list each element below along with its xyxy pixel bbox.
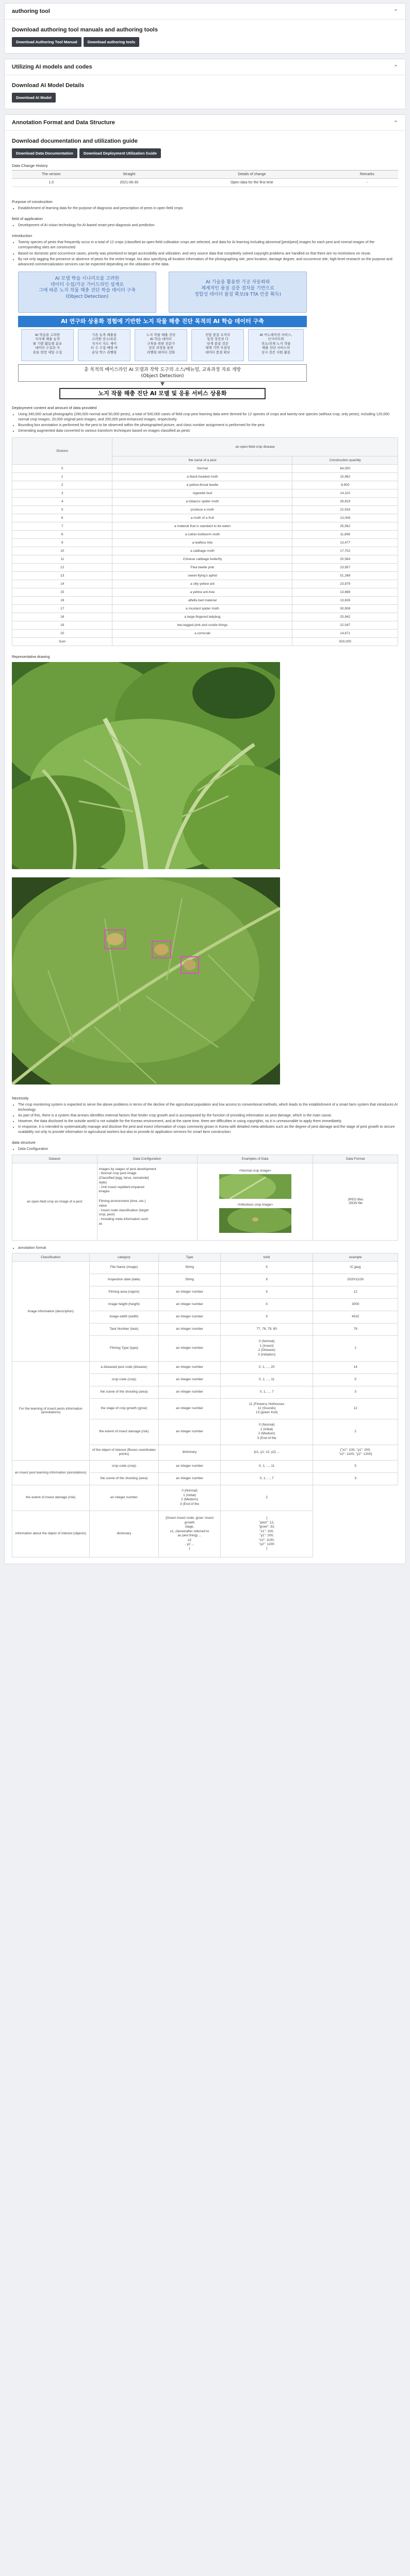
table-header: Type (159, 1253, 221, 1261)
table-cell: image width (width) (89, 1311, 159, 1323)
table-row (12, 489, 398, 497)
table-cell: 2 (313, 1419, 398, 1445)
table-cell: 13,008 (292, 514, 398, 522)
table-cell: 78 (313, 1323, 398, 1335)
table-cell: 14,102 (292, 489, 398, 497)
diagram-cell: 전담 품질 조직의 일정 검증과 다 단계 품질 검증 체계 기반 무결성 데이터 품질 확보 (191, 329, 244, 361)
necessity-title: Necessity (12, 1095, 29, 1100)
diagram-box-left: AI 모델 학습 시나리오를 고려한 데이터 수집/가공 가이드라인 설계로 그에 따른 노지 작물 해충 진단 학습 데이터 구축 (Object Detection) (18, 272, 156, 313)
list-item: • Based on domestic pest occurrence cases, priority was prioritized to target accessibility and utilization, and very source data that completely solved copyright problems are handled so that there are no restrictions on reuse. (18, 251, 398, 257)
table-cell: dictionary (89, 1511, 159, 1557)
purpose-title: Purpose of construction (12, 199, 53, 204)
table-cell: the extent of insect damage (risk) (89, 1419, 159, 1445)
table-cell: JPEG files JSON file (313, 1163, 398, 1240)
documentation-heading: Download documentation and utilization guide (12, 138, 138, 144)
table-cell: of the object of interest (Boxes coordinates points) (89, 1445, 159, 1460)
table-cell: 3 (313, 1386, 398, 1398)
table-cell: String (159, 1274, 221, 1286)
table-cell: an integer number (159, 1472, 221, 1485)
change-history-table (12, 170, 398, 187)
table-cell: 20,564 (292, 555, 398, 563)
table-cell: Inspection date (date) (89, 1274, 159, 1286)
list-item: • However, the data disclosed to the outside world is not suitable for the Korean environment, and at the same time, there are difficulties in using copyrights, so it is unreasonable to apply them immediately. (18, 1119, 398, 1124)
list-item: • In response, it is intended to systematically manage and disclose the pest and insect information of crops commonly grown in Korea with detailed meta-attributes such as the degree of pest damage and the stage of pest growth to secure scalability not only to provide information to agricultural workers but also to provide AI application services for smart farm construction. (18, 1125, 398, 1135)
table-row (12, 514, 398, 522)
list-item: • Using 340,000 actual photographs (290,000 normal and 50,000 pests), a total of 500,000 cases of field crop pest learning data were derived for 12 species of crops and twenty-one species (without crop, only pests), including 120,000 normal crop images, 20,000 original pest images, and 200,000 pest-enhanced images, respectively. (18, 412, 398, 422)
normal-crop-thumbnail (219, 1174, 291, 1199)
table-cell: dictionary (159, 1445, 221, 1460)
table-cell: a black-headed moth (112, 472, 292, 481)
table-cell: 1 (313, 1335, 398, 1361)
table-cell: two-legged pink and cockle things (112, 621, 292, 629)
table-row (12, 522, 398, 530)
table-cell: the stage of crop growth (grow) (89, 1398, 159, 1419)
list-item: • Establishment of learning data for the purpose of diagnosis and prescription of pests in open field crops (18, 206, 398, 211)
table-header: Data Configuration (97, 1155, 197, 1163)
ai-models-header[interactable] (5, 59, 405, 75)
table-cell: {"x1": 100, "y1": 200, "x2": 1100, "y2": 1200} (313, 1445, 398, 1460)
config-item: Filming environment (time, etc.) value - Insect code classification (target crop, pest) - Including meta information such as (99, 1199, 149, 1226)
table-cell: Filming area (region) (89, 1286, 159, 1298)
list-item: • The crop monitoring system is expected to serve the above problems in terms of the decline of the agricultural population and low access to conventional methods, which leads to the establishment of a smart farm system that introduces AI technology. (18, 1103, 398, 1113)
table-cell: an integer number (159, 1323, 221, 1335)
table-cell: 17 (12, 604, 112, 613)
section-title: Annotation Format and Data Structure (12, 120, 115, 126)
table-cell: a large-fingered ladybug (112, 613, 292, 621)
table-cell: information about the object of interest (objects) (12, 1511, 90, 1557)
table-cell: - (336, 179, 398, 187)
example-caption: <Infectious crop image> (237, 1203, 273, 1207)
table-cell: Task Number (task) (89, 1323, 159, 1335)
table-cell: an integer number (89, 1485, 159, 1511)
chevron-up-icon[interactable]: ⌃ (393, 64, 398, 71)
authoring-tool-section (4, 3, 406, 54)
table-cell: 2020/11/30 (313, 1274, 398, 1286)
table-cell: 0, 1, ..., 11 (220, 1460, 313, 1472)
table-cell: produce a moth (112, 505, 292, 514)
diagram-arrow-icon: ▼ (160, 381, 165, 387)
diagram-box-right: AI 기술을 활용한 가공 자동화와 체계적인 품질 검증 절차를 기반으로 정합성 데이터 품질 확보(9 TTA 인증 획득) (169, 272, 307, 313)
table-cell: sweet-flying's aphid (112, 571, 292, 580)
table-cell: 0 (Normal) 1 (Initial) 2 (Medium) 3 (End of the (220, 1419, 313, 1445)
structure-list (12, 1147, 398, 1152)
table-header: category (89, 1253, 159, 1261)
table-cell: {Green insect code, grow: insect growth stage, x1, (hereinafter referred to as pest thing) ... x2 , y2 ... } (159, 1511, 221, 1557)
overview-diagram (18, 272, 307, 400)
table-cell: 4032 (313, 1311, 398, 1323)
table-cell: an integer number (159, 1374, 221, 1386)
table-cell: crop code (crop) (89, 1374, 159, 1386)
ai-models-section (4, 59, 406, 109)
table-cell: Open data for the first time (168, 179, 336, 187)
table-cell: an integer number (159, 1398, 221, 1419)
table-row (12, 596, 398, 604)
table-cell: a moth of a fruit (112, 514, 292, 522)
table-cell: 3 (313, 1472, 398, 1485)
diagram-cell: AI 어노테이션 서비스, 인사이트와 전소/전체 노지 작물 해충 진단 서비스의 상시 검증 지원 활용 (248, 329, 304, 361)
deploy-title: Deployment content and amount of data provided (12, 405, 97, 410)
diagram-cell: 노지 작물 해충 진단 AI 학습 데이터 구축을 위한 전문가 검증 과정을 통한 라벨링 데이터 강화 (135, 329, 187, 361)
table-row (12, 555, 398, 563)
table-cell: 28,819 (292, 497, 398, 505)
list-item: • As part of this, there is a system that arrears identifies external factors that hinder crop growth and is accompanied by the function of providing information on pest damage, which is the main cause. (18, 1113, 398, 1118)
table-cell: 8,900 (292, 481, 398, 489)
table-cell: a cabbage moth (112, 547, 292, 555)
table-cell: a mustard spider moth (112, 604, 292, 613)
table-cell: 17,702 (292, 547, 398, 555)
table-header: Examples of Data (198, 1155, 313, 1163)
table-row (12, 1485, 398, 1511)
table-cell: 25,942 (292, 613, 398, 621)
table-header: example (313, 1253, 398, 1261)
table-cell: 8 (12, 530, 112, 538)
table-cell: String (159, 1261, 221, 1274)
table-cell: an open-field crop an image of a pest (12, 1163, 97, 1240)
table-cell: 7 (12, 522, 112, 530)
table-cell: 22,918 (292, 505, 398, 514)
table-cell: 0, 1, ..., 7 (220, 1472, 313, 1485)
table-cell: 0, 1, ..., 11 (220, 1374, 313, 1386)
table-header: Dataset (12, 1155, 97, 1163)
table-cell: Normal (112, 464, 292, 472)
diagram-bottom: 노지 작물 해충 진단 AI 모델 및 응용 서비스 상용화 (59, 388, 266, 399)
annotation-header[interactable] (5, 115, 405, 131)
diagram-band: AI 연구와 상용화 경험에 기반한 노지 작물 해충 진단 목적의 AI 학습 데이터 구축 (18, 316, 307, 327)
table-cell: crop code (crop) (89, 1460, 159, 1472)
table-row (12, 621, 398, 629)
table-cell: 0 (Normal) 1 (Initial) 2 (Medium) 3 (End of the (159, 1485, 221, 1511)
table-cell: an integer number (159, 1335, 221, 1361)
necessity-list (12, 1103, 398, 1136)
table-cell: 14 (313, 1361, 398, 1374)
infectious-crop-thumbnail (219, 1208, 291, 1233)
table-header: the name of a pest (112, 456, 292, 464)
table-cell: 5 (12, 505, 112, 514)
field-title: field of application (12, 216, 43, 222)
example-caption: <Normal crop image> (239, 1169, 271, 1173)
purpose-list (12, 206, 398, 211)
intro-title: Introduction (12, 233, 32, 239)
table-header: an open-field crop disease (112, 437, 398, 456)
ai-model-heading: Download AI Model Details (12, 82, 85, 89)
table-cell: 12 (313, 1398, 398, 1419)
table-cell: X (220, 1274, 313, 1286)
table-cell: 1 (12, 472, 112, 481)
table-cell: the extent of insect damage (risk) (12, 1485, 90, 1511)
table-cell: 20 (12, 629, 112, 637)
section-title: authoring tool (12, 8, 50, 14)
diagram-cell: 기존 농축 해충을 고려한 전수/표본 지지시 지도 제이 터 수 수집 배열 바 운딩 박스 라벨링 (78, 329, 130, 361)
table-cell: 6 (12, 514, 112, 522)
table-cell: 9 (12, 538, 112, 547)
table-cell: 11 (Flowers) Hothouses 12 (Sounds) 13 (green fruit) (220, 1398, 313, 1419)
diagram-strip: 총 목적의 베이스라인 AI 모델과 작학 도구의 소스/매뉴얼, 교육과정 자료 개방 (Object Detection) (18, 364, 307, 382)
table-cell: 15 (12, 588, 112, 596)
table-cell: an integer number (159, 1386, 221, 1398)
config-item: Images by stages of pest development - Normal crop pest image (Classified [egg, larva, nematode] style) - Unit insect repellent-impaired images (99, 1167, 156, 1194)
table-row (12, 613, 398, 621)
table-cell (112, 637, 292, 646)
table-cell: 0 (12, 464, 112, 472)
table-cell: {x1, y1, x2, y2} ... (220, 1445, 313, 1460)
list-item: • Twenty species of pests that frequently occur in a total of 12 crops (classified as open-field cultivation crops are selected, and data for AI learning including abnormal [pest/pest] images for each pest and normal images of the corresponding sites are constructed. (18, 240, 398, 250)
table-cell: Sum (12, 637, 112, 646)
table-cell: 0 (Normal) 1 (Insect) 2 (Disease) 3 (Initiation) (220, 1335, 313, 1361)
table-cell: the scene of the shooting (area) (89, 1386, 159, 1398)
table-cell: 5 (313, 1374, 398, 1386)
table-row (12, 464, 398, 472)
download-documentation-button[interactable]: Download Data Documentation (12, 148, 77, 158)
annotation-section (4, 114, 406, 1564)
table-cell: an integer number (159, 1460, 221, 1472)
pest-quantity-table (12, 437, 398, 646)
table-cell: 16 (12, 596, 112, 604)
table-cell: IC.jpeg (313, 1261, 398, 1274)
infested-leaf-photo (12, 877, 280, 1084)
table-cell: 13 (12, 571, 112, 580)
table-cell: 14,671 (292, 629, 398, 637)
table-cell: 2021-06-30 (91, 179, 168, 187)
table-cell: 23,879 (292, 580, 398, 588)
rep-title: Representative drawing (12, 655, 50, 659)
table-cell: 19 (12, 621, 112, 629)
table-cell: 51,268 (292, 571, 398, 580)
table-cell: 30,908 (292, 604, 398, 613)
table-cell: an integer number (159, 1311, 221, 1323)
table-cell: 15,962 (292, 472, 398, 481)
table-cell: a leafless kite (112, 538, 292, 547)
table-row (12, 588, 398, 596)
table-row (12, 538, 398, 547)
table-cell: a yellow-throat beetle (112, 481, 292, 489)
table-cell: an integer number (159, 1419, 221, 1445)
field-list (12, 223, 398, 228)
list-item: • annotation format (18, 1246, 398, 1251)
list-item: • By not only tagging the presence or absence of pests for the entire image, but also specifying all location information of the photographing site, pest location, damage degree, and occurrence site, high-level research on the purpose and advanced commercialization services can be expected depending on the utilization of the data. (18, 257, 398, 267)
table-header: Straight (91, 171, 168, 179)
table-cell: 22,047 (292, 621, 398, 629)
table-cell: a diseased pest code (disease) (89, 1361, 159, 1374)
table-cell: 500,000 (292, 637, 398, 646)
table-cell: 10 (12, 547, 112, 555)
table-cell: an integer number (159, 1361, 221, 1374)
structure-title: data structure (12, 1140, 36, 1145)
table-cell: the scene of the shooting (area) (89, 1472, 159, 1485)
list-item: • Data Configuration (18, 1147, 398, 1152)
table-header: Remarks (336, 171, 398, 179)
table-cell: an integer number (159, 1286, 221, 1298)
table-cell: cigarette bud (112, 489, 292, 497)
download-manual-button[interactable]: Download Authoring Tool Manual (12, 37, 81, 47)
download-guide-button[interactable]: Download Deployment Utilization Guide (79, 148, 161, 158)
table-cell: 3000 (313, 1298, 398, 1311)
table-cell: a tobacco spider moth (112, 497, 292, 505)
table-row (12, 472, 398, 481)
deploy-list (12, 412, 398, 434)
table-cell: alfalfa bed material (112, 596, 292, 604)
table-cell: 1.0 (12, 179, 91, 187)
table-cell: 3 (12, 489, 112, 497)
diagram-cell: AI 학습을 고려한 지자체 해충 농작 물 기발 활동별 분포 데이터 수집과 지 표통 현장 세밀 수집 (21, 329, 74, 361)
chevron-up-icon[interactable]: ⌃ (393, 120, 398, 126)
table-row (12, 563, 398, 571)
table-cell: X (220, 1311, 313, 1323)
authoring-tool-header[interactable] (5, 4, 405, 20)
table-cell: 12 (313, 1286, 398, 1298)
table-cell: 77, 78, 79, 80 (220, 1323, 313, 1335)
table-cell: Filming Type (type) (89, 1335, 159, 1361)
table-row (12, 604, 398, 613)
table-cell: 12 (12, 563, 112, 571)
table-cell: 2 (12, 481, 112, 489)
table-header: Details of change (168, 171, 336, 179)
intro-list (12, 240, 398, 267)
table-cell: { "pest": 12, "grow": 33, "x1": 100, "y1": 200, "x2": 1100, "y2": 1200 } (220, 1511, 313, 1557)
table-row (12, 1460, 398, 1472)
group-cell: For the learning of insect pests information (annotations) (12, 1361, 90, 1460)
table-row (12, 497, 398, 505)
table-row (12, 1361, 398, 1374)
table-cell: a yellow ant-tree (112, 588, 292, 596)
table-header: bold (220, 1253, 313, 1261)
table-cell: Chinese cabbage butterfly (112, 555, 292, 563)
table-header: Division (12, 437, 112, 464)
list-item: • Bounding box annotation is performed for the pest to be observed within the photographed picture, and class number assignment is performed for the pest (18, 423, 398, 428)
list-item: • Development of AI vision technology for AI-based smart pest diagnosis and prediction (18, 223, 398, 228)
table-cell: an integer number (159, 1298, 221, 1311)
table-cell: 0, 1, ..., 20 (220, 1361, 313, 1374)
table-cell: 25,562 (292, 522, 398, 530)
table-cell: a material that is standard to be eaten (112, 522, 292, 530)
table-cell: 5 (313, 1460, 398, 1472)
authoring-heading: Download authoring tool manuals and authoring tools (12, 27, 158, 33)
chevron-up-icon[interactable]: ⌃ (393, 8, 398, 15)
annotation-format-list (12, 1246, 398, 1251)
table-header: Data Format (313, 1155, 398, 1163)
table-cell: a corncrab (112, 629, 292, 637)
table-cell: image height (height) (89, 1298, 159, 1311)
table-header: The version (12, 171, 91, 179)
table-cell: 2 (220, 1485, 313, 1511)
table-cell: 64,000 (292, 464, 398, 472)
history-title: Data Change History (12, 163, 48, 168)
table-row (12, 637, 398, 646)
table-header: Construction quantity (292, 456, 398, 464)
table-cell: Flea beetle pink (112, 563, 292, 571)
data-config-table (12, 1155, 398, 1241)
table-row (12, 571, 398, 580)
table-header: Classification (12, 1253, 90, 1261)
table-row (12, 547, 398, 555)
table-cell: 4 (12, 497, 112, 505)
table-cell: File Name (image) (89, 1261, 159, 1274)
annotation-format-table (12, 1253, 398, 1557)
table-cell: X (220, 1261, 313, 1274)
group-cell: image information (description) (12, 1261, 90, 1361)
table-cell: a silly yellow ant (112, 580, 292, 588)
table-row (12, 1511, 398, 1557)
table-cell: a cotton-bollworm moth (112, 530, 292, 538)
download-tools-button[interactable]: Download authoring tools (84, 37, 140, 47)
group-cell: an insect pest learning information (annotations) (12, 1460, 90, 1485)
section-title: Utilizing AI models and codes (12, 64, 92, 70)
table-cell: 14 (12, 580, 112, 588)
table-row (12, 1261, 398, 1274)
table-cell: 0, 1, ..., 7 (220, 1386, 313, 1398)
table-row (12, 530, 398, 538)
cabbage-photo (12, 662, 280, 869)
table-row (12, 580, 398, 588)
table-row (12, 505, 398, 514)
table-cell: 13,626 (292, 596, 398, 604)
table-cell: X (220, 1286, 313, 1298)
table-cell: 13,688 (292, 588, 398, 596)
table-cell: 11 (12, 555, 112, 563)
list-item: • Generating augmented data converted to various transform techniques based on images classified as pests (18, 429, 398, 434)
table-cell: 18 (12, 613, 112, 621)
table-cell: 11,808 (292, 530, 398, 538)
table-cell: X (220, 1298, 313, 1311)
table-cell: 13,477 (292, 538, 398, 547)
table-cell: 23,957 (292, 563, 398, 571)
table-row (12, 629, 398, 637)
table-row (12, 481, 398, 489)
download-ai-model-button[interactable]: Download AI Model (12, 93, 56, 103)
